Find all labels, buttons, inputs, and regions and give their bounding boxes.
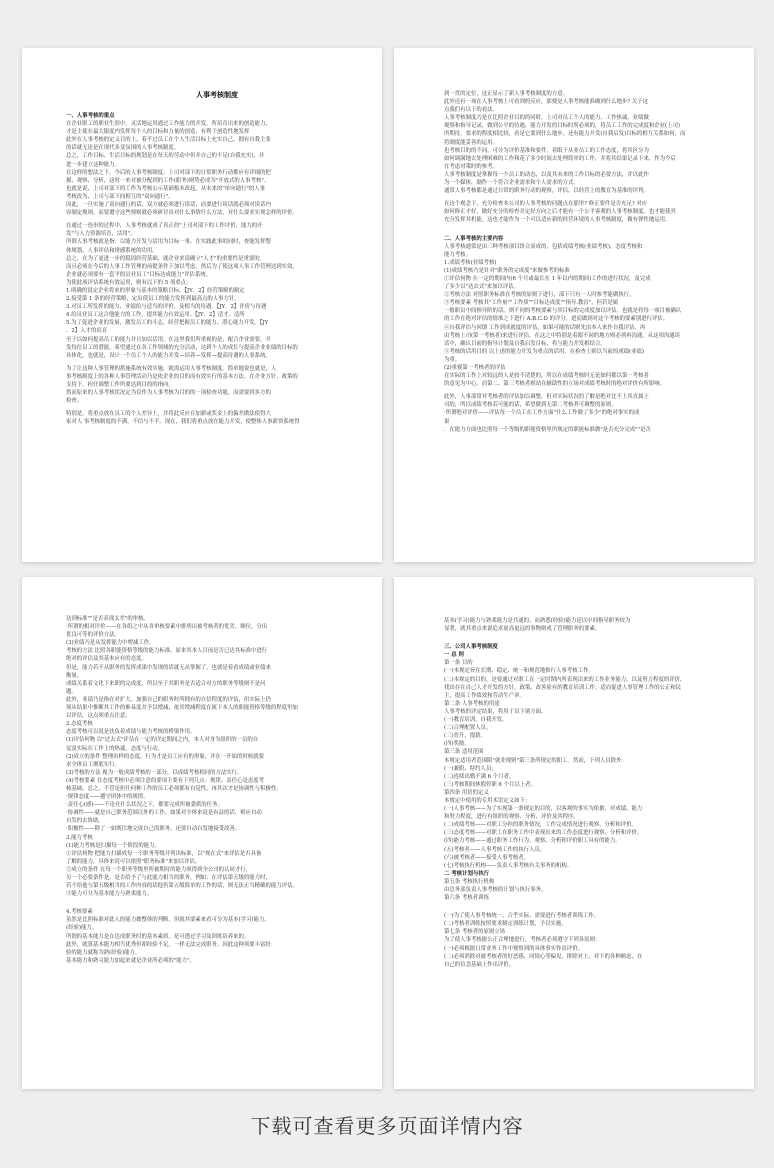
text-line: 能力考核。 [444, 251, 471, 258]
text-line: ③考核要素 考核其"工作量""工作质""目标达成度""指导.教育"，但若是属 [444, 300, 619, 307]
text-line: ·所谓的相对评价——在各组之中从各审核要素中排列出被考核者的优劣、顺位、分出 [66, 624, 268, 631]
page-content [444, 90, 742, 434]
text-line: 虽然是比照标准对此人的能力做整体的判断，但就其要素来看可分为基本(学习)能力， [66, 917, 270, 924]
text-line: (六)被考核者——接受人事考核者。 [444, 854, 530, 861]
text-line: 至于以如何提高员工的能力并且加以活用，在这里我们所重视的是，配合企业需要，开 [66, 336, 271, 343]
text-line: (四)奖励。 [444, 741, 470, 748]
text-line: 但是，能力若不从职务的发挥成果中发现的话就无从掌握了，也就是着看成绩或业绩来 [66, 664, 271, 671]
text-line: 为使此项评估系统有效运用，则有以下的 5 项重点： [66, 279, 192, 286]
text-line: (四)能力考核——通过职务工作行为，观察、分析和评价职工具有的能力。 [444, 838, 621, 845]
text-line: 自发的去协助。 [66, 818, 104, 825]
text-line: 家对人 事考核制度的不满、不信与不平。现在，我们将重点放在能力开发，使整体人事薪资系统得 [66, 419, 300, 426]
text-line: 此外，就算基本能力相当优秀但却经验不足，一样无法完成职务。因此这种须要丰富经 [66, 941, 271, 948]
text-line: 和努力程度，进行有组织的观察、分析、评价及其程序。 [444, 814, 579, 821]
text-line: 为了使人事考核能公正合理地进行，考核者必须遵守下列各原则： [444, 937, 601, 944]
text-line: 也考核目的的不同，可分为评价基准和要件，着眼于从业员工的工作态度，将其区分为 [444, 147, 649, 154]
text-line: 3.对员工所发挥的能力、业绩给与适当的评价，及相当的待遇。【JY．2】评价与待遇 [66, 304, 267, 311]
document-page-1 [22, 48, 382, 562]
text-line: 三、公司人事考核制度 [444, 644, 498, 651]
text-line: ①评估何物 把能力扫描成每一个职务等级并列出标准，以"现在式"来评估是否具备 [66, 850, 262, 857]
text-line: 的话就无论是在现代多变氛围的人事考核制度。 [66, 145, 180, 152]
text-line: 因此，一旦实施了双向通行的话，双方就必须进行谈话，而要进行谈话就必须对谈话内 [66, 202, 271, 209]
text-line: (3)考核的方法 视为一般成绩考核的一部分，以成绩考核相同的方法实行。 [66, 769, 243, 776]
document-title: 人事考核制度 [196, 90, 238, 99]
text-line: (1)成绩考核乃是针对"职务的完成度"来做参考的标准 [444, 267, 570, 274]
text-line: 衡量。 [66, 672, 83, 679]
text-line: (2)成立的条件 整理出样的态度，行为才是员工应有的形象，并在一开始的时候就要 [66, 753, 265, 760]
text-line: (2)重视第一考核者的评估 [444, 365, 506, 371]
text-line: (二)连续出勤不满 6 个月者。 [444, 773, 515, 780]
text-line: 如何调满地去处理困难的工作和花了多少时间去处理简单的工作，并将其结果记录下来，作为今后 [444, 155, 676, 162]
text-line: 通常人事考核都是通过日常的职务行动的观察，评估，以经营上的教育为基准的评判。 [444, 188, 649, 195]
text-line: 所谓的基本能力是在达成职务时的基本素质，是可透过学习及训练培养来的。 [66, 933, 250, 940]
text-line: 也就是说，上司对部下的工作为考核公示基础根本改起。从未来的"单向通行"的人事 [66, 185, 266, 192]
text-line: 此外在人事考核的定义目的上，着不过员工在个人生活目标上充实自己，拥有自我主张 [66, 137, 271, 144]
text-line: 题。 [66, 688, 77, 695]
text-line: 1.成绩考核(业绩考核) [444, 259, 497, 266]
text-line: 主，提高工作绩效和劳动生产率。 [444, 692, 525, 699]
text-line: 话中，确认目前的指导计划及自我启发目标，将与能力开发相结合。 [444, 340, 606, 347]
text-line: (一)必须根据日常业务工作中观察到的具体事实作出评价。 [444, 945, 583, 952]
text-line: ·所谓绝对评价——评估每一个员工在工作方面"什么工作做了多少"的绝对事实的成 [444, 410, 640, 417]
text-line: 在通过一连串的过程中，人事考核就成了真正的"上司对部下的工作评价，能力的开 [66, 223, 263, 230]
text-line: 觉及实际在工作上的热诚，态度与行动。 [66, 745, 164, 752]
text-line: 为了让这种人事管理的措施系统有效实施，就需运用人事考核制度。简单地说也就是，人 [66, 365, 277, 372]
text-line: 若不给他与第五级相当的工作内容的话他仍第五级简单的工作的话，则无法正当精确的能力评估。 [66, 883, 298, 890]
text-line: 支持下，担任调整工作所要达到目的的指向。 [66, 382, 174, 388]
text-line: 考核改为，上司与部下间相互的"双向通行"。 [66, 193, 174, 200]
text-line: 考核的方法 比照各职能资格等级的能力标准，原来其本人目前是否已达其标准中进行 [66, 648, 268, 655]
text-line: ②考核方法 对照职务标准在考核的原则下进行，部下只有一人时参考能做执行。 [444, 292, 635, 299]
text-line: (五)考核者——人事考核工作的执行人员。 [444, 846, 546, 853]
page-content [66, 615, 368, 965]
text-line: 到一贯的定位，这正显示了新人事考核制度的方意。 [444, 91, 568, 97]
text-line: 验的能力就称为熟(经验)能力。 [66, 949, 141, 956]
text-line: 第三条 适用范围 [444, 749, 484, 756]
text-line: 充分发挥其机能。这也才能作为一个可以适应新的经营环境的人事考核制度，做有弹性地运用。 [444, 217, 671, 224]
text-line: (1)能力考核是扫描每一个阶段的能力。 [66, 842, 160, 849]
text-line: 5.为了促进企业的发展，激发员工的斗志，经营把握员工的能力、潜心能力开发。【JY [66, 320, 269, 327]
text-line: (七)考核执行机构——负责人事考核有关事务的机构。 [444, 862, 573, 869]
text-line: 由总务部负责人事考核的计划与执行事务。 [444, 887, 547, 893]
text-line: (一)兼职、特约人员； [444, 765, 497, 772]
text-line: (三)态度考核——对职工在职务工作中表现出来的工作态度进行观察、分析和评价。 [444, 830, 643, 837]
text-line: 容制定规则，而要遵守这些规则就必须研讨出对什么事情什么方法，对什么要求实现怎样的评价。 [66, 210, 298, 217]
text-line: ·责任心(感)——不论在什么状况之下，都要完成所被委派的任务。 [66, 802, 223, 809]
text-line: 此外还有一项在人事考核上可看到的反应，那便是人事考核能准确到什么地步? 关于这 [444, 99, 649, 106]
text-line: ③能力可分为基本能力与熟柔能力。 [66, 891, 153, 898]
text-line: 另一个必要条件是，是否给予了与此能力相当的职务，例如：在评估第五级的能力时， [66, 875, 271, 881]
text-line: 特别是，将重点放在员工的个人差异上，并将此反应在加薪或奖金上的偏差做法使得大 [66, 411, 271, 418]
text-line: 1.明确的说定企业将来的形象与基本的策略目标。【JY．2】经营策略的制定 [66, 287, 245, 294]
text-line: 总之，工作目标、生活目标的规划是在每天的劳动中但并自己的不足(自我充实)，并 [66, 153, 265, 160]
text-line: 在这样的想法之下，今后的人事考核制度，上司对部下的日常职务行动都应有详细的把 [66, 169, 271, 176]
text-line: 人事考核的评定结果，将用于以下诸方面。 [444, 708, 547, 715]
text-line: (3)业绩乃是从发挥能力中增减工作。 [66, 640, 155, 647]
text-line: 观察和指导记录，做到公平的待遇，能力开发的目标时所必须的，将员工工作的完成度和企业(上司) [444, 123, 681, 130]
text-line: 体规划、人事评估和排感系统的功用。 [66, 247, 158, 254]
text-line: (4)考核要素 在态度考核中必须注意的要项主要有下列几点：规律，责任心是态度考 [66, 777, 265, 784]
text-line: 事考核制度上的各种人事管理活动乃是依企业的目的而有效实行的基本方法。在企业方针、政策的 [66, 373, 298, 380]
text-line: 具体化，也就是，设计一个员工个人的能力开发—培养—发挥—提高待遇的人事系统。 [66, 352, 271, 359]
text-line: (经验)能力。 [66, 925, 98, 932]
text-line: 达到标准""是否表现太差"的审核。 [66, 616, 149, 622]
text-line: 为重。 [444, 356, 461, 363]
text-line: 人事考核通常是由三种考核项目组合而成的，包括成绩考核(业绩考核)，态度考核和 [444, 243, 643, 250]
text-line: 果 [444, 418, 450, 425]
text-line: (一)教育培训，自我开发。 [444, 717, 508, 724]
text-line: 自己的信念基础上作出评价。 [444, 961, 515, 968]
text-line: 第五条 考核执行机构 [444, 878, 495, 885]
text-line: (二)本规定的目的，是要通过对职工在一定时期内所表现出来的工作业务能力，以及努力程度的评价， [444, 676, 686, 683]
text-line: 然而原来的人事考核状况定为仅作为人事考核为目的的一项检查功能，而需要到多方的 [66, 390, 271, 397]
text-line: 第二条 人事考核的用途 [444, 700, 500, 707]
document-page-2 [394, 48, 754, 562]
text-line: 显著，就其重点来说追求更高更远的事物则成了管理职务的要素。 [444, 626, 601, 633]
text-line: 而且必须在今后的人事工作管理的前提条件下加以考虑，然后为了使这项人事工作管理达到实效， [66, 263, 298, 270]
text-line: ·积极性——除了一如既往地完成自己的职务，还要自动自发地接受改善。 [66, 826, 241, 833]
text-line: ．2】人才的培育 [66, 328, 108, 335]
text-line: (三)晋升，提薪。 [444, 733, 486, 740]
text-line: 3.能力考核 [66, 834, 93, 841]
text-line: 此外，业绩乃是指在对扩大、加强自己的职务时所拥有的自信程度的评估，但实际上仍 [66, 696, 271, 703]
text-line: 基本(学习)能力与熟柔能力是共通的，而熟悉(经验)能力是以中间指导职务较为 [444, 618, 631, 624]
text-line: 才是主使在最大限度内发挥每个人的目标和力量的创造，有利于创造性地发挥 [66, 129, 250, 136]
text-line: 检查。 [66, 398, 83, 405]
text-line: 绝对的评估及其基本应有的态度。 [66, 656, 147, 663]
text-line: 所谓人事考核就是指：以能力开发与活用为目标一事，在实践此事的同时，查能发挥整 [66, 239, 271, 246]
text-line: 本规定中使用的专用术语定义如下： [444, 797, 531, 804]
text-line: 本规定适用者范围限"就业规则"第三条所规定的职工。然而，下列人员除外： [444, 757, 627, 764]
text-line: ．在能力方面也比照每一个等级的职能资格里所规定的职能标准做"是否充分完成""是否 [444, 426, 651, 433]
text-line: 的工作在绝对评估的情准之下进行 A.B.C.D 的评分，进而做到对这个考核的要素别进行评估。 [444, 316, 669, 323]
text-line: 态度考核可以说是扶负着成绩与能力考核的桥梁作用。 [66, 729, 196, 736]
text-line: 的意见为中心。而第二、第三考核者则站在辅助性的立场对成绩考核时的绝对评价有所影响。 [444, 381, 666, 388]
text-line: 企业就必须要有一套平的员业员工"目标达成能力"评估系统。 [66, 271, 212, 278]
text-line: 第一条 目的 [444, 660, 473, 667]
text-line: 以评估，这点须重点注意。 [66, 713, 131, 720]
text-line: 优良可等的评价方法。 [66, 632, 120, 639]
text-line: 进一步建立这种能力。 [66, 161, 120, 168]
text-line: ①评估何物 在一定的期间内(6 个月或最长在 1 年以内的期间)工作的进行状况，及完成 [444, 275, 651, 282]
text-line: 了解的能力，具体来说可以依照"职务标准"来加以评估。 [66, 858, 201, 865]
text-line: (1)评估何物 以"过去式"评估在一定的评定期间之内，本人对身为组织的一员的自 [66, 737, 259, 744]
text-line: (一)本规定旨在长期、稳定、统一和规范地推行人事考核工作。 [444, 668, 594, 675]
text-line: 一、人事考核的重点 [66, 113, 115, 119]
text-line: 发"与人力资源培育，活用"。 [66, 231, 136, 238]
page-content [66, 90, 368, 426]
text-line: (一)人事考核——为了实现第一条规定的目的，以客观的事实为依据，对成绩、能力 [444, 806, 643, 813]
text-line: 须从结果中推断其工作的难易度并予以增减，依其增减程度在属下本人的职能资格等级的程度里加 [66, 705, 298, 712]
text-line: ⑤考核的话用目的 以上述的能力开发为重点的话用，在检查上则以当前的成绩(业绩) [444, 348, 644, 355]
text-line: 将制度能妥善的运用。 [444, 139, 498, 146]
text-line: 求全体员工彻底实行。 [66, 761, 120, 768]
text-line: 人事考核制度是掌握每一个员工的动态，以及其未来的工作目标的必要方法，并以此作 [444, 171, 649, 178]
more-pages-caption[interactable]: 下载可查看更多页面详情内容 [250, 1114, 524, 1138]
text-line: 4.考核要素 [66, 909, 93, 916]
text-line: 在考虑对策时的参考。 [444, 163, 498, 170]
text-line: 点我们有以下的看法。 [444, 107, 498, 114]
text-line: 二 考核计划与执行 [444, 870, 490, 877]
text-line: 如何修正才好，做好充分的检查并定好方向之后才能有一个公平客观的人事考核制度。也才能使其 [444, 209, 676, 216]
text-line: 在这个观念下，充分检查本公司的人事考核的问题点在那里? 修正要件是否充足? 对应 [444, 201, 648, 208]
text-line: 此外，人事部常对考核者的评估加以调整，但对实际状况的了解是绝对比不上其直属上 [444, 394, 649, 401]
text-line: 成绩关系着文化下来职的完成度，所以至于其职务是否适合对方的职务等级则不是问 [66, 680, 266, 687]
text-line: 为一个媒体，制作一个符合企业需求和个人需求的方式。 [444, 180, 579, 187]
text-line: 总之，在为了更进一步的稳固经营基础，就企业来说确立"人才"的重要性是重要的。 [66, 255, 266, 262]
text-line: 人事考核制度乃是在比照企业目的的同时，上司对员工个人的能力、工作热诚、业绩做 [444, 115, 649, 122]
text-line: (一)为了使人事考核统一、合乎实际，需要进行考核者训练工作。 [444, 913, 600, 920]
text-line: 一般职员中间指导阶的话，则不同的考核要素与其目标的完成度加以评估。也就是将每一项目被确认 [444, 308, 682, 315]
document-page-4 [394, 577, 754, 1089]
text-line: (二)考核者训练按照要求制定训练计划，予以实施。 [444, 921, 567, 928]
text-line: 由考核上司(第一考核者)来进行评估，在这之中特别是着眼不同的地方则必须再沟通，从这项沟通谈 [444, 332, 681, 339]
text-line: 所期待，要求的程度相比较，看是它要到什么地步，还有能力开发(自我启发)目标的相互关系如何，而 [444, 131, 686, 138]
document-page-3 [22, 577, 382, 1089]
text-line: 司的，所以成绩考核若可能的话，希望做到无第二考核者可调整的原则。 [444, 402, 617, 409]
text-line: 握、观察、分析，这时一来对被分配到的工作(职务)则势必成为"开放式的人事考核"。 [66, 177, 270, 184]
text-line: 二、人事考核的主要内容 [444, 235, 504, 242]
text-line: 第七条 考核者的原则立场 [444, 929, 506, 936]
text-line: (三)考核期间休假停职 6 个月以上者。 [444, 781, 536, 788]
text-line: (二)合理配置人员。 [444, 725, 492, 732]
page-content [444, 617, 742, 969]
text-line: 2.态度考核 [66, 721, 93, 728]
text-line: ②成立的条件 在每一个职务等级里所被期待的能力须得到全公司的认同才行。 [66, 866, 251, 873]
text-line: 基本能力和熟习能力加起来就是企业所必须的"能力"。 [66, 957, 195, 964]
text-line: (二)必须消除对被考核者的好恶感、同情心等偏见，排除对上、对下的各种顾虑，在 [444, 953, 643, 960]
text-line: 发每位员工的潜能，希望通过在各工作领域的充分活动，达到个人的成长与提高企业业绩的目标的 [66, 344, 298, 351]
text-line: 4.给员业员工这合他能力的工作，提其能力有效运用。【JY．2】适才、适所 [66, 312, 245, 319]
text-line: ④自我评估与回馈 工作到成就度的评估，如果可能的话则先由本人来作自我评估，再 [444, 324, 646, 331]
text-line: 了多少以"达去式"来加以评估。 [444, 284, 520, 291]
text-line: 一 总 则 [444, 652, 464, 659]
text-line: 第四条 用语的定义 [444, 789, 489, 796]
text-line: 在企业职工的职业生涯中，灵活地运用通过工作能力的开发，所培育出来的创造能力， [66, 121, 271, 128]
text-line: 在实际的工作上对较远的人是较不清楚的，所以在成绩考核时无论如何都以第一考核者 [444, 373, 649, 380]
text-line: 2.接受第 1 条的经营策略，定出使员工的能力发挥到最高点的人事方针。 [66, 296, 240, 303]
text-line: 第六条 考核者训练 [444, 895, 489, 902]
text-line: (二)成绩考核——对职工分担的职务情况，工作完成情况进行观察、分析和评价。 [444, 822, 637, 829]
text-line: ·协调性——就是自己职务范围以外的工作，如果对全体来说是有益的话，则应自动 [66, 810, 262, 817]
text-line: 找出存在自己人才开发的方针，政策，改善原有的教育培训工作，适而促进人事管理工作的公正和民 [444, 684, 682, 691]
text-line: ·规律态度——遵守团体中的规律。 [66, 794, 149, 801]
text-line: 核基础，总之，不管是担任何种工作的员工必须都有自觉性，再其次才是协调性与积极性。 [66, 785, 282, 792]
